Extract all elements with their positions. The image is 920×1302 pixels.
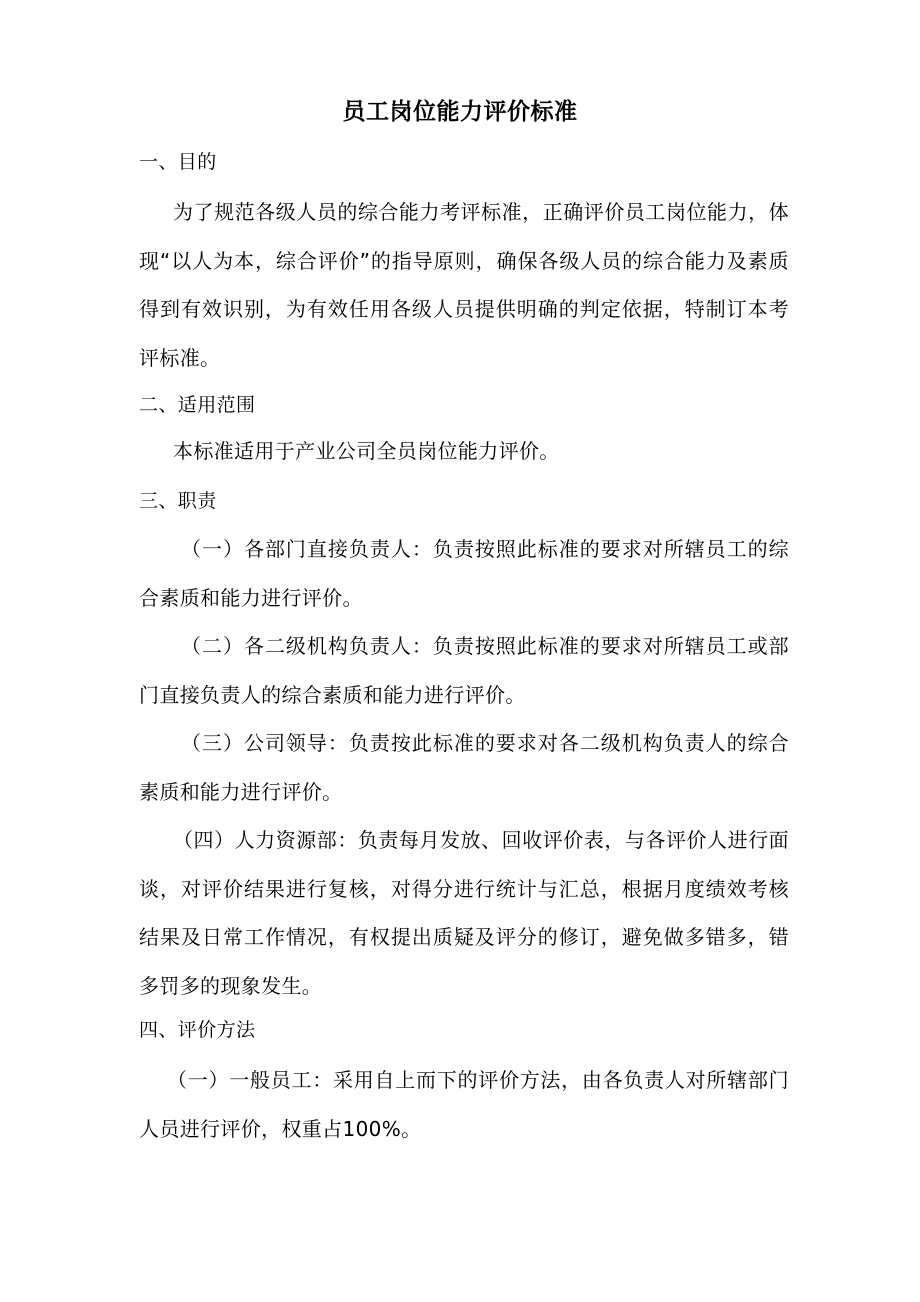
scope-paragraph: 本标准适用于产业公司全员岗位能力评价。: [173, 439, 560, 463]
document-title: 员工岗位能力评价标准: [342, 99, 578, 125]
purpose-paragraph: 为了规范各级人员的综合能力考评标准，正确评价员工岗位能力，体现“以人为本，综合评价”的指导原则，确保各级人员的综合能力及素质得到有效识别，为有效任用各级人员提供明确的判定依据，特制订本考评标准。: [139, 200, 789, 370]
section-heading-purpose: 一、目的: [139, 151, 217, 173]
duty-paragraph-1: （一）各部门直接负责人：负责按照此标准的要求对所辖员工的综合素质和能力进行评价。: [139, 537, 789, 610]
duty-paragraph-2: （二）各二级机构负责人：负责按照此标准的要求对所辖员工或部门直接负责人的综合素质和能力进行评价。: [139, 634, 789, 707]
duty-paragraph-4: （四）人力资源部：负责每月发放、回收评价表，与各评价人进行面谈，对评价结果进行复核，对得分进行统计与汇总，根据月度绩效考核结果及日常工作情况，有权提出质疑及评分的修订，避免做多错多，错多罚多的现象发生。: [139, 828, 789, 998]
section-heading-duties: 三、职责: [139, 490, 217, 512]
method-paragraph-1: （一）一般员工：采用自上而下的评价方法，由各负责人对所辖部门人员进行评价，权重占100%。: [139, 1068, 789, 1141]
section-heading-method: 四、评价方法: [139, 1019, 256, 1041]
section-heading-scope: 二、适用范围: [139, 394, 256, 416]
duty-paragraph-3: （三）公司领导：负责按此标准的要求对各二级机构负责人的综合素质和能力进行评价。: [139, 731, 789, 804]
